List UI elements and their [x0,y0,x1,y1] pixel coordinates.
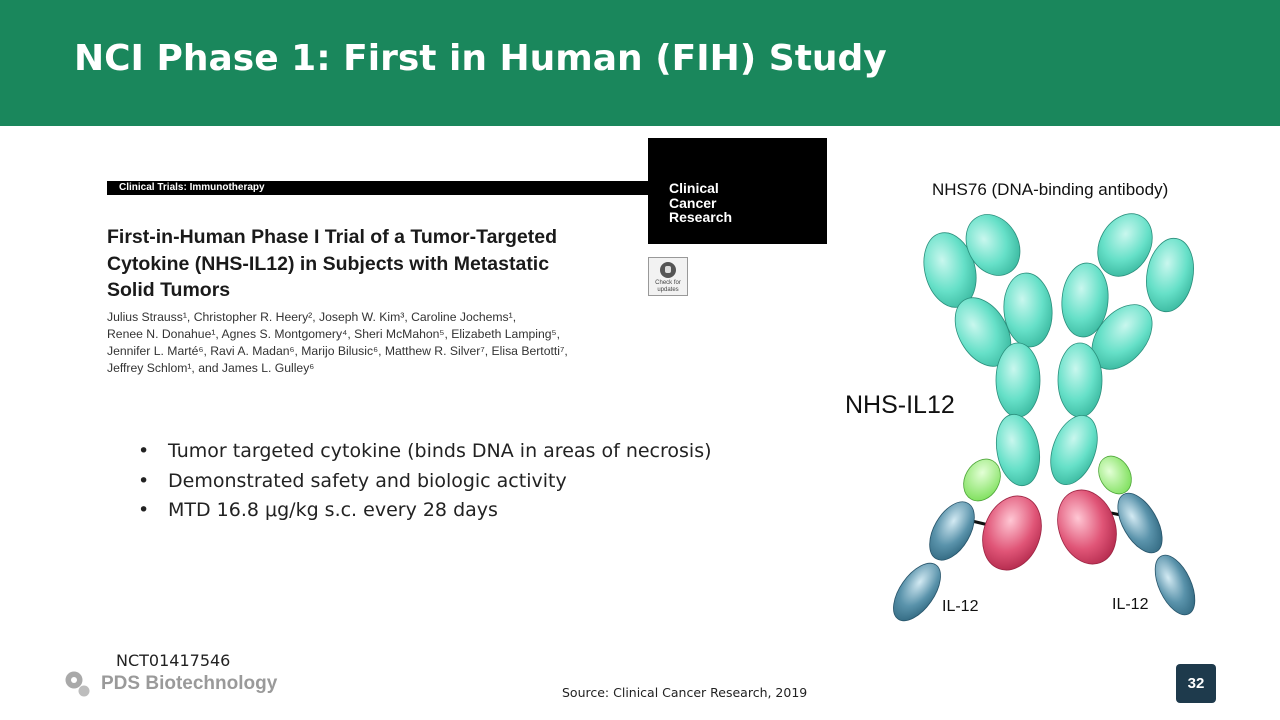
il12-alpha-subunit [973,488,1052,579]
molecule-label: NHS-IL12 [845,391,955,419]
bullet-dot-icon: • [138,440,150,462]
article-authors: Julius Strauss¹, Christopher R. Heery², Joseph W. Kim³, Caroline Jochems¹, Renee N. Donahue¹, Agnes S. Montgomery⁴, Sheri McMahon⁵, Elizabeth Lamping⁵, Jennifer L. Marté⁶, Ravi A. Madan⁶, Marijo Bilusic⁶, Matthew R. Silver⁷, Elisa Bertotti⁷, Jeffrey Schlom¹, and James L. Gulley⁶ [107,310,568,375]
source-citation: Source: Clinical Cancer Research, 2019 [562,685,808,700]
company-name: PDS Biotechnology [101,673,278,694]
article-title: First-in-Human Phase I Trial of a Tumor-Targeted Cytokine (NHS-IL12) in Subjects with Metastatic Solid Tumors [107,226,558,301]
bullet-dot-icon: • [138,499,150,521]
bullet-text: Tumor targeted cytokine (binds DNA in areas of necrosis) [168,440,712,462]
trial-id: NCT01417546 [116,651,231,670]
journal-logo [648,138,827,244]
check-for-updates-badge[interactable] [648,257,688,296]
title-bar [0,0,1280,126]
left-il12-label: IL-12 [942,598,979,615]
nhs-il12-diagram [840,165,1210,630]
bullet-list [138,437,712,526]
antibody-domain [996,343,1040,417]
bullet-text: MTD 16.8 μg/kg s.c. every 28 days [168,499,498,521]
il12-beta-subunit [884,555,950,629]
bullet-item [138,467,712,497]
bullet-dot-icon: • [138,469,150,492]
antibody-label: NHS76 (DNA-binding antibody) [932,180,1169,199]
right-il12-label: IL-12 [1112,596,1149,613]
bullet-item [138,437,712,467]
journal-article-excerpt [95,138,830,383]
bullet-text: Demonstrated safety and biologic activity [168,469,567,492]
il12-beta-subunit [1147,549,1203,621]
linker-domain [1092,450,1138,500]
antibody-domain [1058,343,1102,417]
bullet-item [138,496,712,526]
il12-alpha-subunit [1048,482,1127,573]
slide-title: NCI Phase 1: First in Human (FIH) Study [74,38,887,79]
antibody-domain [1042,409,1106,491]
il12-beta-subunit [1109,486,1171,560]
check-for-updates-label: Check for updates [655,280,681,293]
page-number: 32 [1176,664,1216,703]
journal-logo-text: Clinical Cancer Research [669,180,733,225]
il12-beta-subunit [920,494,983,567]
journal-category: Clinical Trials: Immunotherapy [119,182,265,193]
pds-logo-icon [64,670,92,698]
journal-category-bar [107,181,652,195]
check-for-updates-icon [660,262,676,278]
